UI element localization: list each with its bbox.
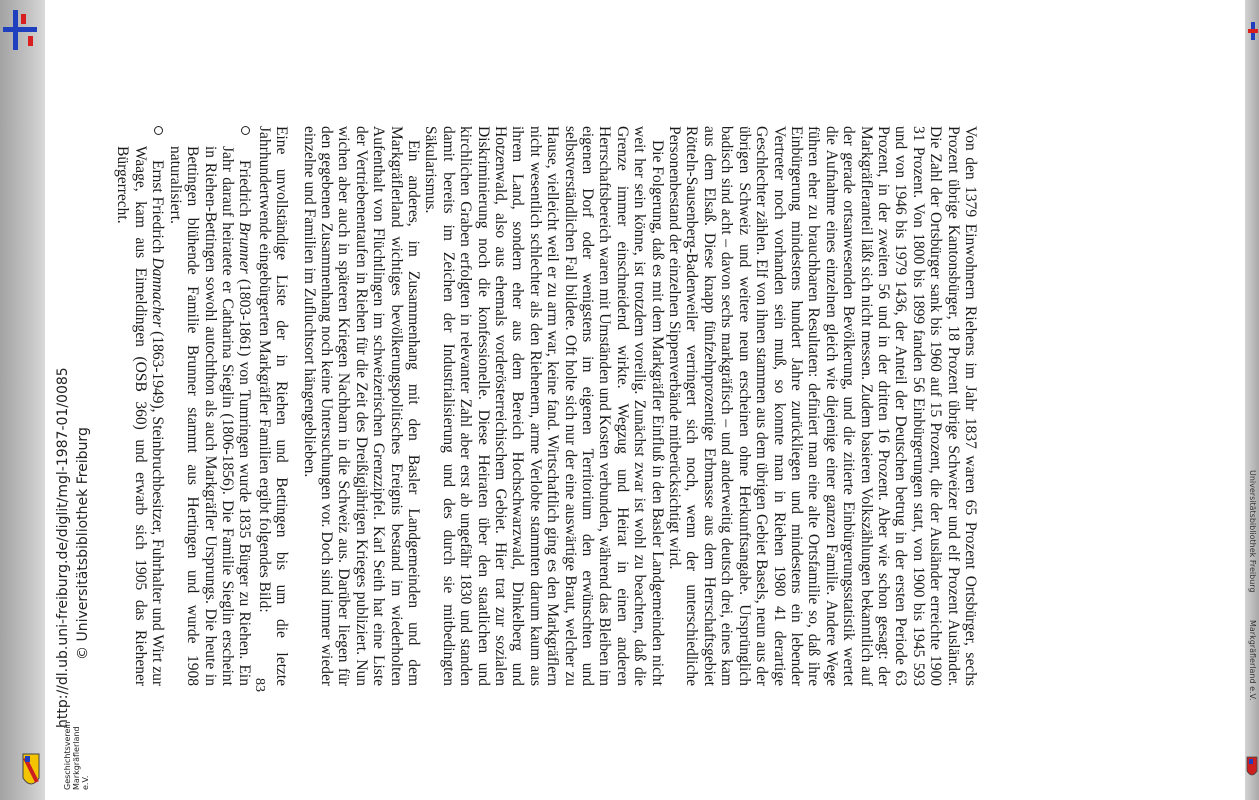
copyright-notice: © Universitätsbibliothek Freiburg: [75, 427, 91, 660]
entry-surname: Brunner: [236, 222, 254, 274]
section-gap: [290, 126, 300, 686]
family-entry-brunner: [166, 126, 253, 686]
right-label-bottom: Markgräflerland e.V.: [1248, 620, 1257, 701]
entry-prefix: Friedrich: [236, 160, 254, 223]
paragraph-1: Von den 1379 Einwohnern Riehens im Jahr 1837 waren 65 Prozent Ortsbürger, sechs Prozent übrige Kantonsbürger, 18 Prozent übrige Schweizer und elf Prozent Ausländer. Die Zahl der Ortsbürger sank bis 1960 auf 15 Prozent, die der Ausländer erreichte 1900 31 Prozent. Von 1800 bis 1899 fanden 56 Einbürgerungen statt, von 1900 bis 1945 593 und von 1946 bis 1979 1436, der Anteil der Deutschen betrug in der ersten Periode 63 Prozent, in der zweiten 56 und in der dritten 16 Prozent. Aber wie schon gesagt: der Markgräfleranteil läßt sich nicht messen. Zudem basieren Volkszählungen bekanntlich auf der gerade ortsanwesenden Bevölkerung, und die zitierte Einbürgerungsstatistik wertet die Aufnahme eines einzelnen gleich wie diejenige einer ganzen Familie. Andere Wege führen eher zu brauchbaren Resultaten: definiert man eine alte Ortsfamilie so, daß ihre Einbürgerung mindestens hundert Jahre zurückliegen und mindestens ein lebender Vertreter noch vorhanden sein muß, so konnte man in Riehen 1980 41 derartige Geschlechter zählen. Elf von ihnen stammen aus dem übrigen Gebiet Basels, neun aus der übrigen Schweiz und weitere neun erscheinen ohne Herkunftsangabe. Ursprünglich badisch sind acht – davon sechs markgräfisch – und anderweitig deutsch drei, eines kam aus dem Elsaß. Diese knapp fünfzehnprozentige Erbmasse aus dem Herrschaftsgebiet Rötteln-Sausenberg-Badenweiler verringert sich noch, wenn der unterschiedliche Personenbestand der einzelnen Sippenverbände mitberücksichtigt wird.: [666, 126, 979, 686]
left-viewer-gutter: [0, 0, 45, 800]
entry-text: (1803-1861) von Tumringen wurde 1835 Bürger zu Riehen. Ein Jahr darauf heiratete er Catharina Sieglin (1806-1856). Die Familie Sieglin erscheint in Riehen-Bettingen sowohl autochthon als auch Markgräfler Ursprungs. Die heute in Bettingen blühende Familie Brunner stammt aus Hertingen und wurde 1908 naturalisiert.: [166, 146, 254, 686]
right-viewer-gutter: [1245, 0, 1259, 800]
document-url[interactable]: http://dl.ub.uni-freiburg.de/diglit/mgl-1987-01/0085: [55, 367, 71, 728]
paragraph-2: Die Folgerung, daß es mit dem Markgräfler Einfluß in den Basler Landgemeinden nicht weit her sein könne, ist trotzdem voreilig. Zunächst zwar ist wohl zu beachten, daß die Grenze immer einschneidend wirkte. Wegzug und Heirat in einen anderen Herrschaftsbereich waren mit Umständen und Kosten verbunden, während das Bleiben im eigenen Dorf oder wenigstens im eigenen Territorium den erwünschten und selbstverständlichen Fall bildete. Oft holte sich nur der eine auswärtige Braut, welcher zu Hause, vielleicht weil er zu arm war, keine fand. Wirtschaftlich ging es den Markgräflern nicht wesentlich schlechter als den Riehenern, arme Verlobte stammten darum kaum aus ihrem Land, sondern eher aus dem Bereich Hochschwarzwald, Dinkelberg und Hotzenwald, also aus ehemals vorderösterreichischem Gebiet. Hier trat zur sozialen Diskriminierung noch die konfessionelle. Diese Heiraten über den staatlichen und kirchlichen Graben erfolgten in relevanter Zahl aber erst ab ungefähr 1830 und standen damit bereits im Zeichen der Industrialisierung und des durch sie mitbedingten Säkularismus.: [422, 126, 666, 686]
scanned-page: [114, 98, 1005, 718]
entry-prefix: Ernst Friedrich: [149, 160, 167, 258]
paragraph-3: Ein anderes, im Zusammenhang mit den Basler Landgemeinden und dem Markgräflerland wichtiges bevölkerungspolitisches Ereignis bestand im wiederholten Aufenthalt von Flüchtlingen im schweizerischen Grenzzipfel. Karl Seith hat eine Liste der Vertriebenentaufen in Riehen für die Zeit des Dreißigjährigen Krieges publiziert. Nun wichen aber auch in späteren Kriegen Nachbarn in die Schweiz aus. Darüber liegen für den gegebenen Zusammenhang noch keine Untersuchungen vor. Doch sind immer wieder einzelne und Familien im Zufluchtsort hängengeblieben.: [300, 126, 422, 686]
viewer-nav-icon-right[interactable]: [1248, 22, 1258, 40]
bullet-circle-icon: [241, 126, 250, 135]
right-label-top: Universitätsbibliothek Freiburg: [1248, 470, 1257, 593]
footer-strip: [45, 0, 90, 800]
bullet-circle-icon: [154, 126, 163, 135]
society-line-2: Markgräflerland e.V.: [72, 726, 90, 790]
coat-of-arms-icon: [21, 752, 41, 792]
coat-of-arms-icon-right: [1246, 756, 1258, 780]
society-line-1: Geschichtsverein: [63, 721, 72, 790]
page-number: 83: [252, 678, 267, 692]
list-intro: Eine unvollständige Liste der in Riehen und Bettingen bis um die letzte Jahrhundertwende eingebürgerten Markgräfler Familien ergibt folgendes Bild:: [255, 126, 291, 686]
viewer-nav-icon[interactable]: [3, 10, 37, 50]
page-body: [114, 126, 979, 686]
entry-surname: Dannacher: [149, 257, 167, 328]
entry-text: (1863-1949), Steinbruchbesitzer, Fuhrhalter und Wirt zur Waage, kam aus Eimeldingen (OSB 360) und erwarb sich 1905 das Riehener Bürgerrecht.: [114, 146, 167, 686]
society-label: [63, 721, 90, 790]
family-entry-dannacher: [114, 126, 166, 686]
